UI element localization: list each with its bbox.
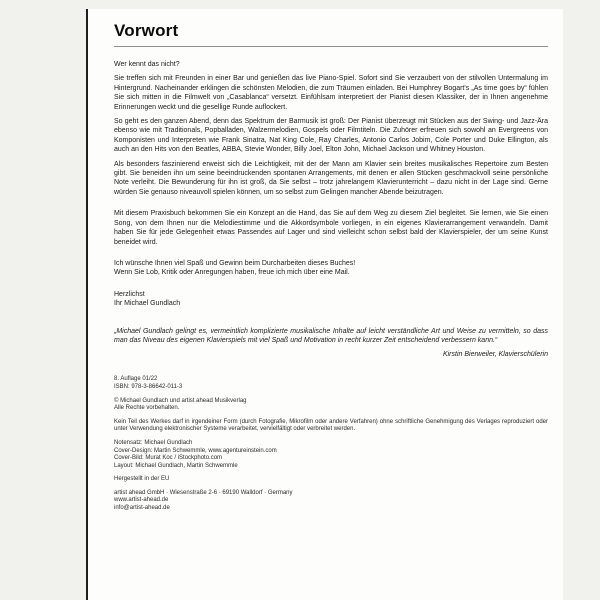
greeting-line: Wer kennt das nicht? [114,61,180,68]
testimonial-quote: „Michael Gundlach gelingt es, vermeintlich komplizierte musikalische Inhalte auf leicht verständliche Art und Weise zu vermitteln, so dass man das Niveau des eigenen Klavierspiels mit viel Spaß und Motivation in recht kurzer Zeit entscheidend verbessern kann.“ [114,327,548,344]
signoff-salutation: Herzlichst [114,290,145,298]
book-page [86,9,563,600]
made-in-line: Hergestellt in der EU [114,476,170,483]
credit-cover-bild: Cover-Bild: Murat Koc / iStockphoto.com [114,455,223,462]
paragraph-repertoire: So geht es den ganzen Abend, denn das Spektrum der Barmusik ist groß: Der Pianist überzeugt mit Stücken aus der Swing- und Jazz-Ära ebenso wie mit Traditionals, Popballaden, Walzermelodien, Gospels oder Filmtiteln. Die Zuhörer erfreuen sich sowohl an Evergreens von Komponisten und Interpreten wie Frank Sinatra, Nat King Cole, Ray Charles, Antonio Carlos Jobim, Cole Porter und Duke Ellington, als auch an den Hits von den Beatles, ABBA, Stevie Wonder, Billy Joel, Elton John, Michael Jackson und Whitney Houston. [114,118,548,154]
credit-notensatz: Notensatz: Michael Gundlach [114,439,193,446]
credit-layout: Layout: Michael Gundlach, Martin Schwemmle [114,462,238,469]
closing-line-feedback: Wenn Sie Lob, Kritik oder Anregungen haben, freue ich mich über eine Mail. [114,269,350,277]
copyright-line: © Michael Gundlach und artist ahead Musikverlag [114,397,247,404]
edition-line: 8. Auflage 01/22 [114,376,158,383]
publisher-email: info@artist-ahead.de [114,505,170,512]
rights-line: Alle Rechte vorbehalten. [114,405,180,412]
signoff-author: Ihr Michael Gundlach [114,300,181,308]
credit-cover-design: Cover-Design: Martin Schwemmle, www.agentureinstein.com [114,447,277,454]
imprint-block [114,376,548,512]
paragraph-admiration: Als besonders faszinierend erweist sich die Leichtigkeit, mit der der Mann am Klavier sein breites musikalisches Repertoire zum Besten gibt. Sie beneiden ihn um seine beeindruckenden spontanen Arrangements, mit denen er allen Stücken geschmackvoll seine persönliche Note verleiht. Die Bewunderung für ihn ist groß, da Sie selbst – trotz jahrelangem Klavierunterricht – dazu nicht in der Lage sind. Gerne würden Sie genauso niveauvoll spielen können, um so selbst zum Gelingen mancher Abende beizutragen. [114,160,548,196]
publisher-website: www.artist-ahead.de [114,497,169,504]
page-title: Vorwort [114,21,179,40]
paragraph-bar-scene: Sie treffen sich mit Freunden in einer Bar und genießen das live Piano-Spiel. Sofort sind Sie verzaubert von der stilvollen Untermalung im Hintergrund. Nacheinander erklingen die schönsten Melodien, die zum Träumen einladen. Bei Humphrey Bogart's „As time goes by“ fühlen Sie sich mitten in die Filmwelt von „Casablanca“ versetzt. Einfühlsam interpretiert der Pianist diesen Klassiker, der in Ihnen angenehme Erinnerungen weckt und die gesellige Runde auflockert. [114,75,548,111]
isbn-line: ISBN: 978-3-86642-011-3 [114,383,183,390]
publisher-address: artist ahead GmbH · Wiesenstraße 2-6 · 69190 Walldorf · Germany [114,489,293,496]
page-content [88,9,563,513]
paragraph-book-concept: Mit diesem Praxisbuch bekommen Sie ein Konzept an die Hand, das Sie auf dem Weg zu diesem Ziel begleitet. Sie lernen, wie Sie einen Song, von dem Ihnen nur die Melodiestimme und die Akkordsymbole vorliegen, in ein eigenes Klavierarrangement verwandeln. Damit haben Sie für jede Gelegenheit etwas Passendes auf Lager und sind vielleicht schon selbst bald der Klavierspieler, der um seine Kunst beneidet wird. [114,210,548,246]
closing-lines [114,259,548,278]
title-divider [114,46,548,47]
legal-notice: Kein Teil des Werkes darf in irgendeiner Form (durch Fotografie, Mikrofilm oder andere Verfahren) ohne schriftliche Genehmigung des Verlages reproduziert oder unter Verwendung elektronischer Systeme verarbeitet, vervielfältigt oder verbreitet werden. [114,418,548,433]
closing-line-wish: Ich wünsche Ihnen viel Spaß und Gewinn beim Durcharbeiten dieses Buches! [114,259,356,267]
signoff [114,290,548,309]
testimonial-attribution: Kirstin Bierweiler, Klavierschülerin [442,351,548,359]
